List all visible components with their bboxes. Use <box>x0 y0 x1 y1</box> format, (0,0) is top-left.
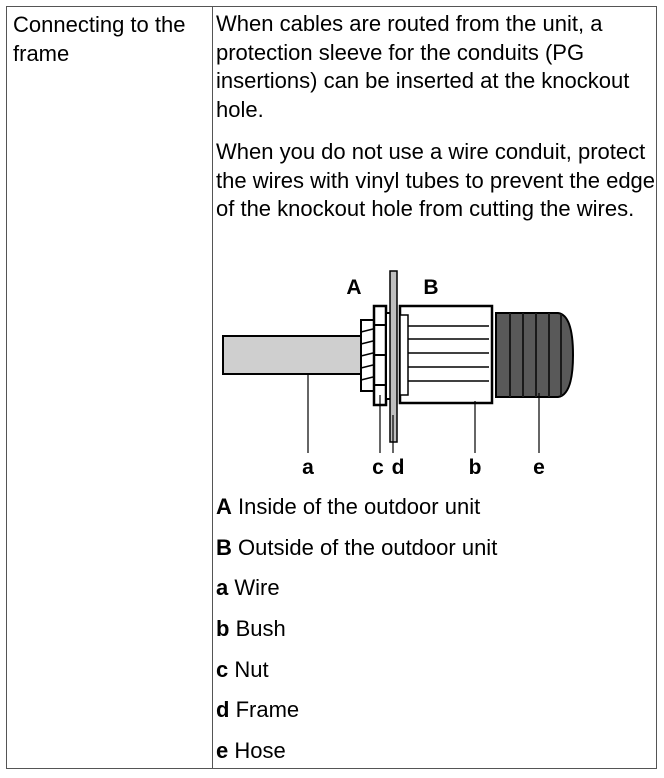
label-d: d <box>391 456 405 479</box>
label-B: B <box>423 276 439 299</box>
legend-item <box>216 574 497 615</box>
wire-shape <box>223 336 361 374</box>
legend-text: Bush <box>235 616 286 642</box>
label-a: a <box>302 456 314 479</box>
legend-key: A <box>216 494 232 519</box>
legend-key: b <box>216 616 230 642</box>
legend-text: Wire <box>234 575 280 601</box>
legend-key: c <box>216 656 229 682</box>
legend-text: Nut <box>234 656 269 682</box>
legend-list <box>216 493 497 778</box>
legend-item <box>216 656 497 697</box>
legend-key: e <box>216 738 229 764</box>
label-A: A <box>346 276 362 299</box>
bush-shape <box>400 306 492 403</box>
label-e: e <box>533 456 545 479</box>
legend-key: B <box>216 534 232 560</box>
legend-text: Inside of the outdoor unit <box>238 494 481 519</box>
topic-cell <box>7 7 213 768</box>
legend-item <box>216 534 497 575</box>
legend-key: a <box>216 575 229 601</box>
legend-key: d <box>216 697 230 723</box>
legend-text: Outside of the outdoor unit <box>238 534 498 560</box>
document-table <box>6 6 657 769</box>
paragraph-protection-sleeve: When cables are routed from the unit, a protection sleeve for the conduits (PG insertions) can be inserted at the knockout hole. <box>216 11 630 122</box>
legend-text: Frame <box>235 697 300 723</box>
label-b: b <box>468 456 482 479</box>
content-cell <box>213 7 656 768</box>
legend-item <box>216 696 497 737</box>
label-c: c <box>372 456 384 479</box>
knockout-hole-diagram <box>213 265 657 483</box>
legend-item <box>216 737 497 778</box>
legend-item <box>216 615 497 656</box>
legend-item <box>216 493 497 534</box>
topic-title: Connecting to the frame <box>13 12 186 66</box>
paragraph-vinyl-tubes: When you do not use a wire conduit, protect the wires with vinyl tubes to prevent the edge of the knockout hole from cutting the wires. <box>216 139 656 221</box>
legend-text: Hose <box>234 738 286 764</box>
